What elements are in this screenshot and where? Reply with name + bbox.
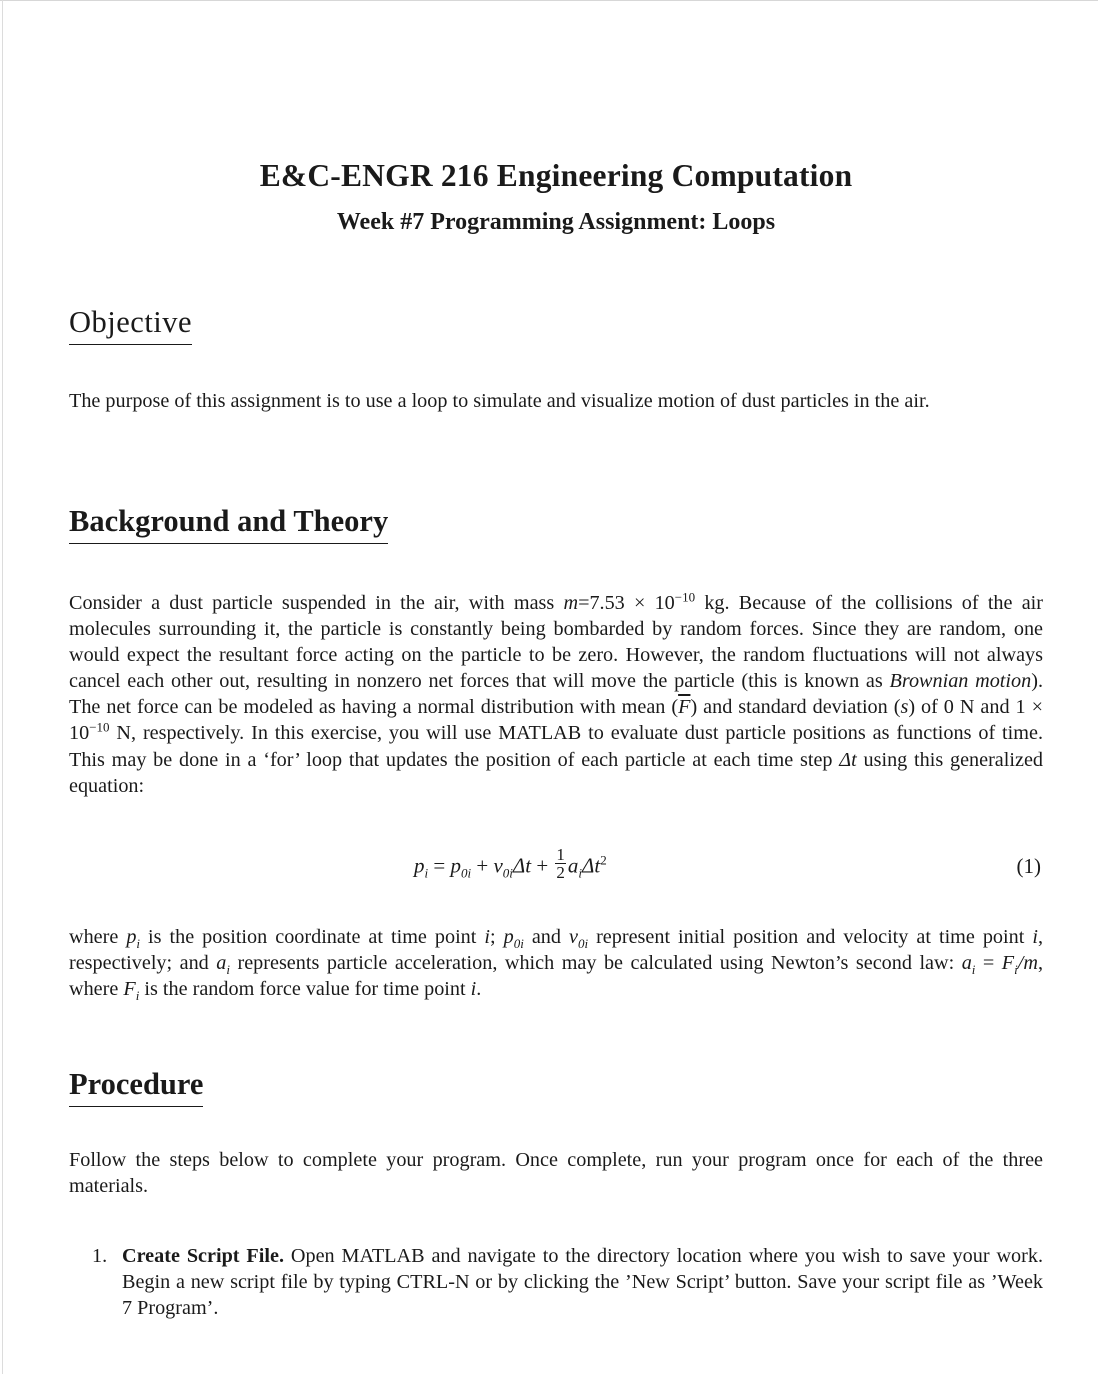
procedure-heading: Procedure	[69, 1066, 203, 1107]
step-text: Open MATLAB and navigate to the directory location where you wish to save your work. Begin a new script file by typing CTRL-N or by clicking the ’New Script’ button. Save your script file as ’Week 7 Program’.	[122, 1245, 1043, 1320]
procedure-intro: Follow the steps below to complete your program. Once complete, run your program once for each of the three materials.	[69, 1149, 1043, 1198]
equation-body: $p_i = p_{0i} + v_{0i}\Delta t$ + $\frac{1}{2}$ $a_i\Delta t^2$	[414, 845, 607, 882]
background-heading: Background and Theory	[69, 503, 388, 544]
page-left-border	[2, 0, 3, 1374]
objective-text: The purpose of this assignment is to use a loop to simulate and visualize motion of dust particles in the air.	[69, 390, 930, 412]
objective-heading: Objective	[69, 304, 192, 345]
equation-fraction: $\frac{1}{2}$	[556, 845, 565, 882]
step-number: 1.	[92, 1245, 108, 1267]
document-subtitle: Week #7 Programming Assignment: Loops	[336, 209, 776, 235]
page-top-border	[0, 0, 1098, 1]
equation-explanation: where $p_i$ is the position coordinate at time point i; $p_{0i}$ and $v_{0i}$ represent initial position and velocity at time point i, respectively; and $a_i$ represents particle acceleration, which may be calculated using Newton’s second law: $a_i = F_i/m$, where $F_i$ is the random force value for time point i.	[69, 926, 1043, 1004]
step-item	[122, 1243, 1043, 1321]
document-title: E&C-ENGR 216 Engineering Computation	[259, 158, 853, 193]
step-title: Create Script File.	[122, 1245, 284, 1267]
equation-number: (1)	[1016, 854, 1041, 878]
background-paragraph: Consider a dust particle suspended in the air, with mass $m=7.53 \times 10^{-10}$ kg. Because of the collisions of the air molecules surrounding it, the particle is constantly being bombarded by random forces. Since they are random, one would expect the resultant force acting on the particle to be zero. However, the random fluctuations will not always cancel each other out, resulting in nonzero net forces that will move the particle (this is known as Brownian motion). The net force can be modeled as having a normal distribution with mean $(\overline{F})$ and standard deviation (s) of 0 N and $1 \times 10^{-10}$ N, respectively. In this exercise, you will use MATLAB to evaluate dust particle positions as functions of time. This may be done in a ‘for’ loop that updates the position of each particle at each time step Δt using this generalized equation:	[69, 589, 1043, 797]
position-equation	[69, 838, 1043, 898]
